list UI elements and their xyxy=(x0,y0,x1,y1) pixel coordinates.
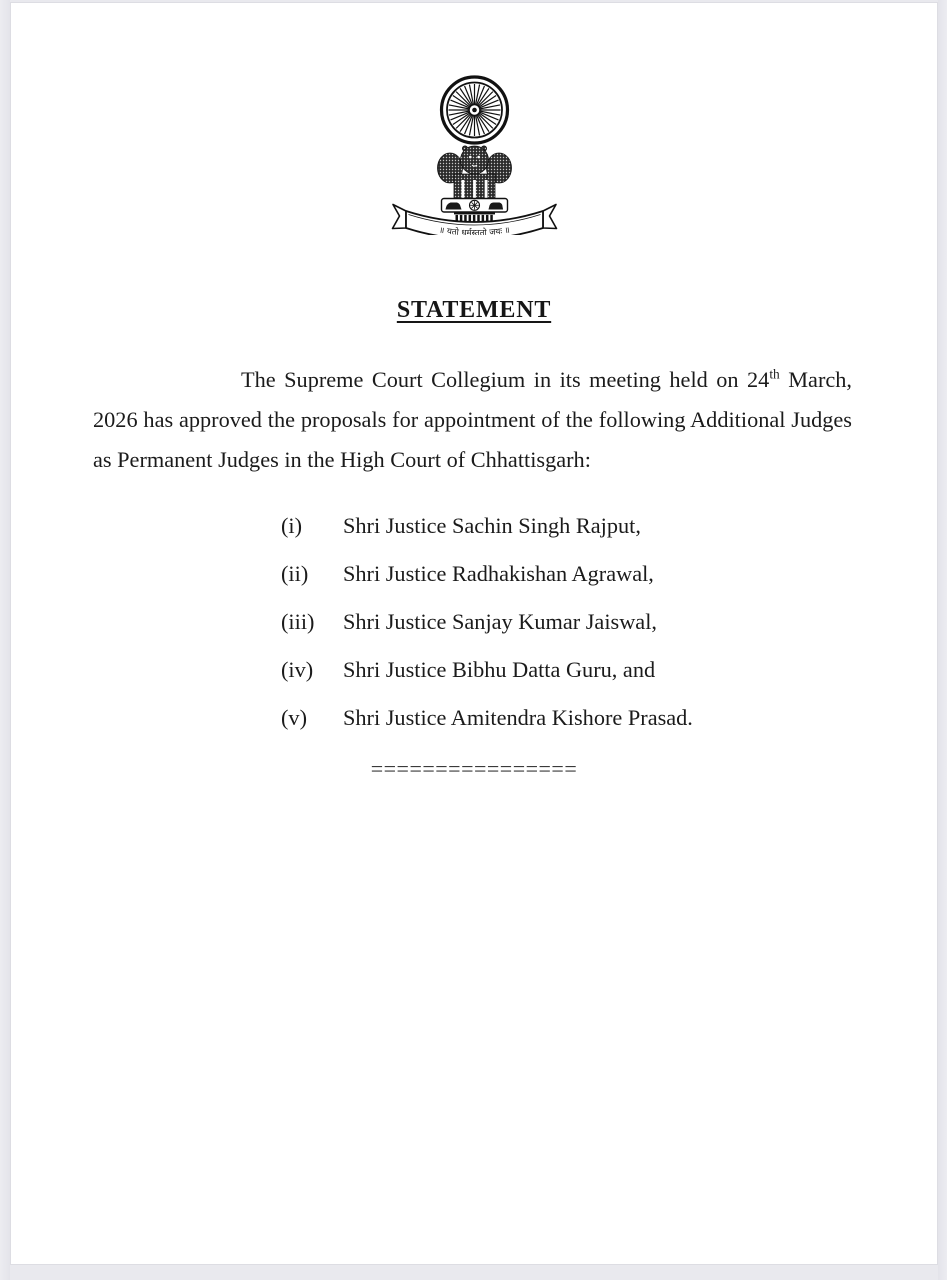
emblem-container xyxy=(382,75,567,235)
lion-capital-icon xyxy=(437,146,511,199)
appointment-number: (iii) xyxy=(281,609,315,634)
appointment-number: (ii) xyxy=(281,561,309,586)
emblem-motto-text: ॥ यतो धर्मस्ततो जयः ॥ xyxy=(437,225,511,235)
appointment-number: (i) xyxy=(281,513,303,538)
appointment-name: Shri Justice Sanjay Kumar Jaiswal, xyxy=(343,609,657,634)
appointment-name: Shri Justice Bibhu Datta Guru, and xyxy=(343,657,656,682)
appointment-item xyxy=(281,646,937,694)
appointments-list xyxy=(281,502,937,742)
appointment-item xyxy=(281,502,937,550)
appointment-number: (v) xyxy=(281,705,307,730)
appointment-item xyxy=(281,550,937,598)
appointment-name: Shri Justice Radhakishan Agrawal, xyxy=(343,561,654,586)
abacus-frieze-icon xyxy=(441,199,507,213)
appointment-name: Shri Justice Amitendra Kishore Prasad. xyxy=(343,705,693,730)
appointment-number: (iv) xyxy=(281,657,314,682)
paragraph-part2: March, 2026 has approved the proposals for appointment of the following Additional Judges as Permanent Judges in the High Court of Chhattisgarh: xyxy=(93,367,852,472)
statement-heading: STATEMENT xyxy=(396,297,552,323)
appointment-name: Shri Justice Sachin Singh Rajput, xyxy=(343,513,641,538)
ashoka-chakra-wheel-icon xyxy=(441,77,507,143)
viewer-margin-left xyxy=(0,0,10,1280)
supreme-court-emblem-icon xyxy=(382,75,567,235)
appointment-item xyxy=(281,598,937,646)
body-paragraph xyxy=(93,360,852,480)
document-page xyxy=(10,2,938,1265)
appointment-item xyxy=(281,694,937,742)
ordinal-superscript: th xyxy=(769,366,780,382)
paragraph-part1: The Supreme Court Collegium in its meeting held on 24 xyxy=(241,367,770,392)
document-end-separator: ================ xyxy=(370,756,578,781)
viewer-margin-right xyxy=(938,0,947,1280)
